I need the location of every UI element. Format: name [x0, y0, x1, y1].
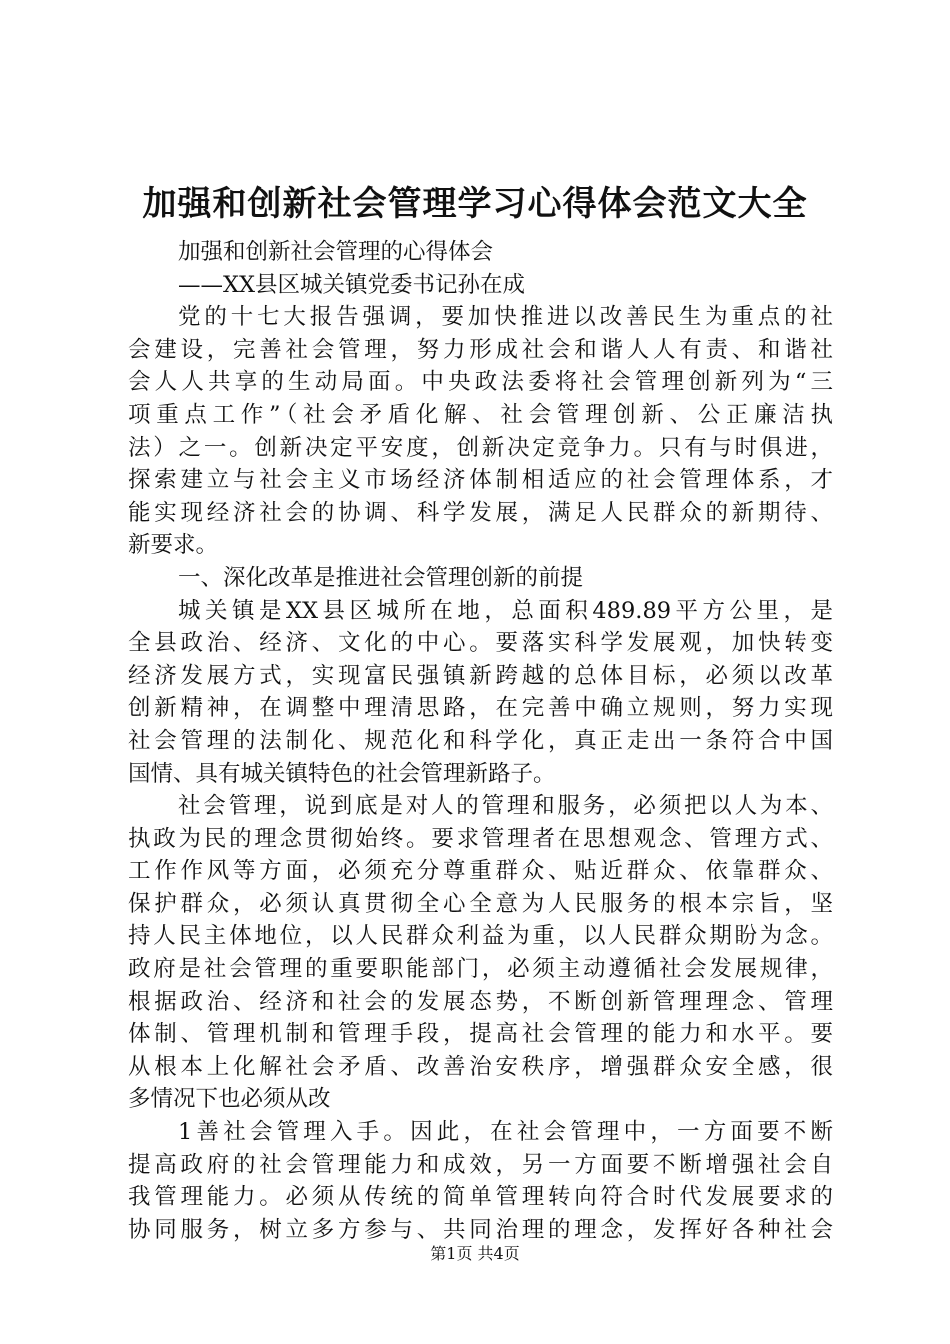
document-title: 加强和创新社会管理学习心得体会范文大全 [142, 184, 808, 224]
text-line: 会人人共享的生动局面。中央政法委将社会管理创新列为“三 [128, 369, 833, 396]
text-line: 协同服务，树立多方参与、共同治理的理念，发挥好各种社会 [128, 1216, 833, 1243]
text-line: 社会管理的法制化、规范化和科学化，真正走出一条符合中国 [128, 727, 833, 754]
text-line: 政府是社会管理的重要职能部门，必须主动遵循社会发展规律， [128, 956, 833, 983]
text-line: 社会管理，说到底是对人的管理和服务，必须把以人为本、 [178, 793, 833, 820]
text-line: 探索建立与社会主义市场经济体制相适应的社会管理体系，才 [128, 467, 833, 494]
text-line: 加强和创新社会管理的心得体会 [178, 239, 494, 265]
text-line: 法）之一。创新决定平安度，创新决定竞争力。只有与时俱进， [128, 434, 833, 461]
text-line: 持人民主体地位，以人民群众利益为重，以人民群众期盼为念。 [128, 923, 833, 950]
text-line: 多情况下也必须从改 [128, 1086, 331, 1113]
text-line: 项重点工作”（社会矛盾化解、社会管理创新、公正廉洁执 [128, 401, 833, 428]
text-line: 一、深化改革是推进社会管理创新的前提 [178, 564, 584, 591]
text-line: 全县政治、经济、文化的中心。要落实科学发展观，加快转变 [128, 630, 833, 657]
text-line: 保护群众，必须认真贯彻全心全意为人民服务的根本宗旨，坚 [128, 890, 833, 917]
text-line: 1善社会管理入手。因此，在社会管理中，一方面要不断 [178, 1119, 833, 1146]
document-body [128, 236, 833, 1246]
text-line: 城关镇是XX县区城所在地，总面积489.89平方公里，是 [178, 597, 833, 624]
text-line: 创新精神，在调整中理清思路，在完善中确立规则，努力实现 [128, 695, 833, 722]
text-line: 我管理能力。必须从传统的简单管理转向符合时代发展要求的 [128, 1184, 833, 1211]
text-line: 党的十七大报告强调，要加快推进以改善民生为重点的社 [178, 304, 833, 331]
text-line: 工作作风等方面，必须充分尊重群众、贴近群众、依靠群众、 [128, 858, 833, 885]
text-line: 新要求。 [128, 532, 219, 559]
text-line: 从根本上化解社会矛盾、改善治安秩序，增强群众安全感，很 [128, 1053, 833, 1080]
text-line: 会建设，完善社会管理，努力形成社会和谐人人有责、和谐社 [128, 336, 833, 363]
text-line: 提高政府的社会管理能力和成效，另一方面要不断增强社会自 [128, 1151, 833, 1178]
text-line: 执政为民的理念贯彻始终。要求管理者在思想观念、管理方式、 [128, 825, 833, 852]
text-line: 能实现经济社会的协调、科学发展，满足人民群众的新期待、 [128, 499, 833, 526]
text-line: 国情、具有城关镇特色的社会管理新路子。 [128, 760, 556, 787]
text-line: 根据政治、经济和社会的发展态势，不断创新管理理念、管理 [128, 988, 833, 1015]
text-line: 体制、管理机制和管理手段，提高社会管理的能力和水平。要 [128, 1021, 833, 1048]
text-line: ——XX县区城关镇党委书记孙在成 [178, 271, 526, 298]
text-line: 经济发展方式，实现富民强镇新跨越的总体目标，必须以改革 [128, 662, 833, 689]
page-footer: 第1页 共4页 [430, 1244, 520, 1263]
